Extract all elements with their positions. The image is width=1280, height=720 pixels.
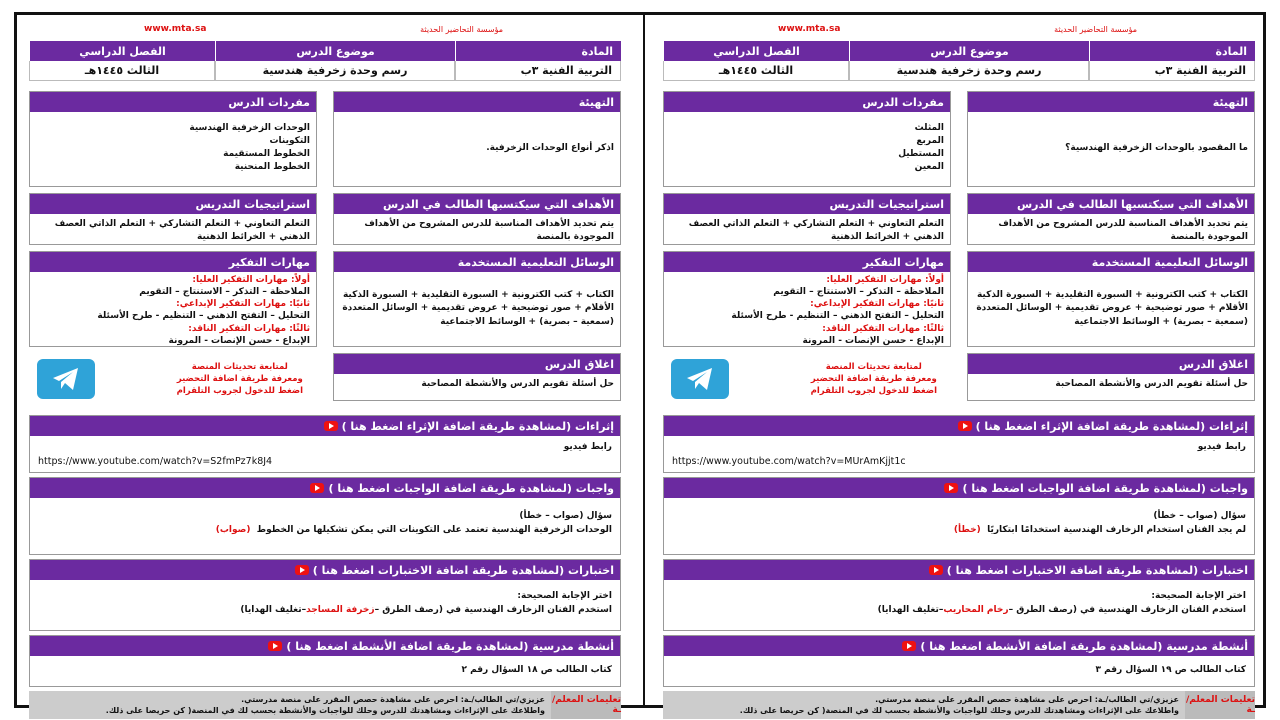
video-link[interactable]: https://www.youtube.com/watch?v=S2fmPz7k8J4 bbox=[38, 455, 273, 467]
thinking-title: مهارات التفكير bbox=[664, 252, 950, 272]
vocab-item: الخطوط المستقيمة bbox=[223, 149, 310, 160]
warmup-text: ما المقصود بالوحدات الزخرفية الهندسية؟ bbox=[1065, 143, 1248, 154]
tests-box bbox=[663, 559, 1255, 631]
telegram-text: ومعرفة طريقة اضافة التحضير bbox=[810, 373, 937, 384]
thinking-text: التحليل – التفتح الذهني – التنظيم - طرح الأسئلة bbox=[97, 311, 310, 322]
mc-label: اختر الإجابة الصحيحة: bbox=[517, 591, 612, 601]
tf-answer: (خطأ) bbox=[953, 524, 981, 535]
teacher-notes bbox=[663, 691, 1255, 717]
page-divider bbox=[643, 15, 645, 705]
closing-text: حل أسئلة تقويم الدرس والأنشطة المصاحبة bbox=[421, 379, 614, 389]
activities-label: أنشطة مدرسية bbox=[1166, 639, 1248, 653]
homework-help-link[interactable]: (لمشاهدة طريقة اضافة الواجبات اضغط هنا ) bbox=[328, 481, 572, 495]
youtube-icon[interactable] bbox=[929, 565, 943, 575]
teacher-notes-text: عزيزي/تي الطالب/ـة: احرص على مشاهدة حصص المقرر على منصة مدرستي. bbox=[241, 695, 545, 704]
telegram-icon[interactable] bbox=[671, 359, 729, 399]
institution-name: مؤسسة التحاضير الحديثة bbox=[1054, 25, 1137, 34]
activities-title[interactable] bbox=[30, 636, 620, 656]
term-label: الفصل الدراسي bbox=[663, 41, 849, 61]
teacher-notes-label: تعليمات المعلم/ـة bbox=[551, 691, 621, 719]
goals-title: الأهداف التي سيكتسبها الطالب في الدرس bbox=[334, 194, 620, 214]
subject-value: التربية الفنية ٣ب bbox=[455, 61, 621, 81]
lesson-sheet-right bbox=[663, 21, 1255, 716]
telegram-text: لمتابعة تحديثات المنصة bbox=[825, 361, 922, 372]
video-label: رابط فيديو bbox=[563, 442, 612, 452]
institution-name: مؤسسة التحاضير الحديثة bbox=[420, 25, 503, 34]
youtube-icon[interactable] bbox=[324, 421, 338, 431]
enrichment-help-link[interactable]: (لمشاهدة طريقة اضافة الإثراء اضغط هنا ) bbox=[341, 419, 572, 433]
topic-value: رسم وحدة زخرفية هندسية bbox=[215, 61, 455, 81]
activity-text: كتاب الطالب ص ١٨ السؤال رقم ٢ bbox=[461, 665, 612, 676]
vocab-item: المستطيل bbox=[898, 149, 944, 160]
tests-title[interactable] bbox=[664, 560, 1254, 580]
tools-text: الكتاب + كتب الكترونية + السبورة التقليدية + السبورة الذكية الأقلام + صور توضيحية + عروض تقديمية + الوسائل المتعددة (سمعية – بصرية) + الوسائط الاجتماعية bbox=[976, 290, 1248, 327]
thinking-heading: ثانيًا: مهارات التفكير الإبداعي: bbox=[176, 299, 310, 310]
enrichment-help-link[interactable]: (لمشاهدة طريقة اضافة الإثراء اضغط هنا ) bbox=[975, 419, 1206, 433]
homework-label: واجبات bbox=[575, 481, 614, 495]
mc-question: استخدم الفنان الزخارف الهندسية في (رصف الطرق – bbox=[1008, 604, 1246, 615]
thinking-text: التحليل – التفتح الذهني – التنظيم - طرح الأسئلة bbox=[731, 311, 944, 322]
term-label: الفصل الدراسي bbox=[29, 41, 215, 61]
tools-box bbox=[967, 251, 1255, 347]
teacher-notes-text: واطلاعك على الإثراءات ومشاهدتك للدرس وحلك للواجبات والأنشطة بحسب لك في المنصة( كن حريصا على ذلك. bbox=[739, 706, 1179, 716]
warmup-box bbox=[967, 91, 1255, 187]
subject-label: المادة bbox=[455, 41, 621, 61]
enrichment-title[interactable] bbox=[30, 416, 620, 436]
mc-answer: رخام المحاريب bbox=[943, 604, 1009, 615]
tf-question: لم يجد الفنان استخدام الزخارف الهندسية استخدامًا ابتكاريًا bbox=[987, 524, 1246, 535]
activities-label: أنشطة مدرسية bbox=[532, 639, 614, 653]
goals-title: الأهداف التي سيكتسبها الطالب في الدرس bbox=[968, 194, 1254, 214]
enrichment-box bbox=[29, 415, 621, 473]
tools-title: الوسائل التعليمية المستخدمة bbox=[334, 252, 620, 272]
strategies-box bbox=[663, 193, 951, 245]
site-url[interactable]: www.mta.sa bbox=[778, 24, 841, 34]
homework-title[interactable] bbox=[30, 478, 620, 498]
youtube-icon[interactable] bbox=[268, 641, 282, 651]
telegram-icon[interactable] bbox=[37, 359, 95, 399]
tools-box bbox=[333, 251, 621, 347]
closing-box bbox=[967, 353, 1255, 401]
video-link[interactable]: https://www.youtube.com/watch?v=MUrAmKjjt1c bbox=[672, 455, 906, 467]
goals-text: يتم تحديد الأهداف المناسبة للدرس المشروح من الأهداف الموجودة بالمنصة bbox=[364, 219, 614, 243]
header-table bbox=[663, 41, 1255, 81]
mc-label: اختر الإجابة الصحيحة: bbox=[1151, 591, 1246, 601]
topic-value: رسم وحدة زخرفية هندسية bbox=[849, 61, 1089, 81]
site-url[interactable]: www.mta.sa bbox=[144, 24, 207, 34]
mc-question-end: –تغليف الهدايا) bbox=[877, 604, 944, 615]
lesson-sheet-left bbox=[29, 21, 621, 716]
tf-question: الوحدات الزخرفية الهندسية تعتمد على التكوينات التي يمكن تشكيلها من الخطوط bbox=[256, 524, 612, 535]
thinking-heading: أولاً: مهارات التفكير العليا: bbox=[192, 275, 310, 285]
vocab-box bbox=[29, 91, 317, 187]
tests-help-link[interactable]: (لمشاهدة طريقة اضافة الاختبارات اضغط هنا ) bbox=[946, 563, 1199, 577]
homework-label: واجبات bbox=[1209, 481, 1248, 495]
telegram-text: اضغط للدخول لجروب التلقرام bbox=[810, 386, 937, 397]
topic-label: موضوع الدرس bbox=[215, 41, 455, 61]
strategies-title: استراتيجيات التدريس bbox=[664, 194, 950, 214]
tests-box bbox=[29, 559, 621, 631]
teacher-notes bbox=[29, 691, 621, 717]
youtube-icon[interactable] bbox=[310, 483, 324, 493]
term-value: الثالث ١٤٤٥هـ bbox=[29, 61, 215, 81]
thinking-heading: ثالثًا: مهارات التفكير الناقد: bbox=[822, 323, 944, 334]
activity-text: كتاب الطالب ص ١٩ السؤال رقم ٣ bbox=[1095, 665, 1246, 676]
thinking-heading: ثالثًا: مهارات التفكير الناقد: bbox=[188, 323, 310, 334]
homework-box bbox=[663, 477, 1255, 555]
enrichment-box bbox=[663, 415, 1255, 473]
homework-title[interactable] bbox=[664, 478, 1254, 498]
mc-answer: زخرفة المساجد bbox=[306, 604, 375, 615]
thinking-box bbox=[29, 251, 317, 347]
activities-box bbox=[663, 635, 1255, 687]
tf-answer: (صواب) bbox=[215, 524, 251, 535]
teacher-notes-text: عزيزي/تي الطالب/ـة: احرص على مشاهدة حصص المقرر على منصة مدرستي. bbox=[875, 695, 1179, 704]
activities-box bbox=[29, 635, 621, 687]
enrichment-label: إثراءات bbox=[575, 419, 614, 433]
document-frame bbox=[14, 12, 1266, 716]
telegram-text: اضغط للدخول لجروب التلقرام bbox=[176, 386, 303, 397]
enrichment-label: إثراءات bbox=[1209, 419, 1248, 433]
tests-title[interactable] bbox=[30, 560, 620, 580]
tf-label: سؤال (صواب – خطأ) bbox=[519, 511, 612, 521]
youtube-icon[interactable] bbox=[958, 421, 972, 431]
thinking-heading: أولاً: مهارات التفكير العليا: bbox=[826, 275, 944, 285]
warmup-title: التهيئة bbox=[334, 92, 620, 112]
vocab-item: المعين bbox=[914, 162, 944, 173]
tf-label: سؤال (صواب – خطأ) bbox=[1153, 511, 1246, 521]
homework-help-link[interactable]: (لمشاهدة طريقة اضافة الواجبات اضغط هنا ) bbox=[962, 481, 1206, 495]
header-table bbox=[29, 41, 621, 81]
teacher-notes-text: واطلاعك على الإثراءات ومشاهدتك للدرس وحلك للواجبات والأنشطة بحسب لك في المنصة( كن حريصا على ذلك. bbox=[105, 706, 545, 716]
tests-label: اختبارات bbox=[568, 563, 614, 577]
activities-help-link[interactable]: (لمشاهدة طريقة اضافة الأنشطة اضغط هنا ) bbox=[286, 639, 529, 653]
telegram-text: ومعرفة طريقة اضافة التحضير bbox=[176, 373, 303, 384]
vocab-item: المثلث bbox=[914, 123, 944, 133]
closing-title: اغلاق الدرس bbox=[334, 354, 620, 374]
strategies-text: التعلم التعاوني + التعلم التشاركي + التعلم الذاتي العصف الذهني + الخرائط الذهنية bbox=[54, 219, 310, 243]
goals-box bbox=[333, 193, 621, 245]
vocab-item: الوحدات الزخرفية الهندسية bbox=[189, 123, 310, 133]
subject-value: التربية الفنية ٣ب bbox=[1089, 61, 1255, 81]
tools-text: الكتاب + كتب الكترونية + السبورة التقليدية + السبورة الذكية الأقلام + صور توضيحية + عروض تقديمية + الوسائل المتعددة (سمعية – بصرية) + الوسائط الاجتماعية bbox=[342, 290, 614, 327]
warmup-box bbox=[333, 91, 621, 187]
tools-title: الوسائل التعليمية المستخدمة bbox=[968, 252, 1254, 272]
strategies-box bbox=[29, 193, 317, 245]
youtube-icon[interactable] bbox=[944, 483, 958, 493]
warmup-title: التهيئة bbox=[968, 92, 1254, 112]
telegram-promo[interactable] bbox=[663, 353, 951, 405]
subject-label: المادة bbox=[1089, 41, 1255, 61]
closing-title: اغلاق الدرس bbox=[968, 354, 1254, 374]
telegram-text: لمتابعة تحديثات المنصة bbox=[191, 361, 288, 372]
strategies-title: استراتيجيات التدريس bbox=[30, 194, 316, 214]
thinking-text: الإبداع - حسن الإنصات - المرونة bbox=[168, 335, 310, 346]
tests-label: اختبارات bbox=[1202, 563, 1248, 577]
vocab-box bbox=[663, 91, 951, 187]
strategies-text: التعلم التعاوني + التعلم التشاركي + التعلم الذاتي العصف الذهني + الخرائط الذهنية bbox=[688, 219, 944, 243]
thinking-text: الملاحظة – التذكر – الاستنتاج – التقويم bbox=[139, 287, 310, 298]
telegram-promo[interactable] bbox=[29, 353, 317, 405]
thinking-text: الإبداع - حسن الإنصات - المرونة bbox=[802, 335, 944, 346]
enrichment-title[interactable] bbox=[664, 416, 1254, 436]
mc-question-end: –تغليف الهدايا) bbox=[240, 604, 307, 615]
thinking-heading: ثانيًا: مهارات التفكير الإبداعي: bbox=[810, 299, 944, 310]
thinking-text: الملاحظة – التذكر – الاستنتاج – التقويم bbox=[773, 287, 944, 298]
youtube-icon[interactable] bbox=[295, 565, 309, 575]
goals-box bbox=[967, 193, 1255, 245]
warmup-text: اذكر أنواع الوحدات الزخرفية. bbox=[486, 143, 614, 154]
vocab-item: المربع bbox=[916, 136, 944, 147]
homework-box bbox=[29, 477, 621, 555]
tests-help-link[interactable]: (لمشاهدة طريقة اضافة الاختبارات اضغط هنا ) bbox=[312, 563, 565, 577]
teacher-notes-label: تعليمات المعلم/ـة bbox=[1185, 691, 1255, 719]
vocab-item: التكوينات bbox=[269, 136, 310, 147]
vocab-item: الخطوط المنحنية bbox=[234, 162, 310, 173]
thinking-title: مهارات التفكير bbox=[30, 252, 316, 272]
activities-help-link[interactable]: (لمشاهدة طريقة اضافة الأنشطة اضغط هنا ) bbox=[920, 639, 1163, 653]
closing-text: حل أسئلة تقويم الدرس والأنشطة المصاحبة bbox=[1055, 379, 1248, 389]
closing-box bbox=[333, 353, 621, 401]
thinking-box bbox=[663, 251, 951, 347]
vocab-title: مفردات الدرس bbox=[664, 92, 950, 112]
term-value: الثالث ١٤٤٥هـ bbox=[663, 61, 849, 81]
goals-text: يتم تحديد الأهداف المناسبة للدرس المشروح من الأهداف الموجودة بالمنصة bbox=[998, 219, 1248, 243]
mc-question: استخدم الفنان الزخارف الهندسية في (رصف الطرق – bbox=[374, 604, 612, 615]
topic-label: موضوع الدرس bbox=[849, 41, 1089, 61]
video-label: رابط فيديو bbox=[1197, 442, 1246, 452]
vocab-title: مفردات الدرس bbox=[30, 92, 316, 112]
activities-title[interactable] bbox=[664, 636, 1254, 656]
youtube-icon[interactable] bbox=[902, 641, 916, 651]
